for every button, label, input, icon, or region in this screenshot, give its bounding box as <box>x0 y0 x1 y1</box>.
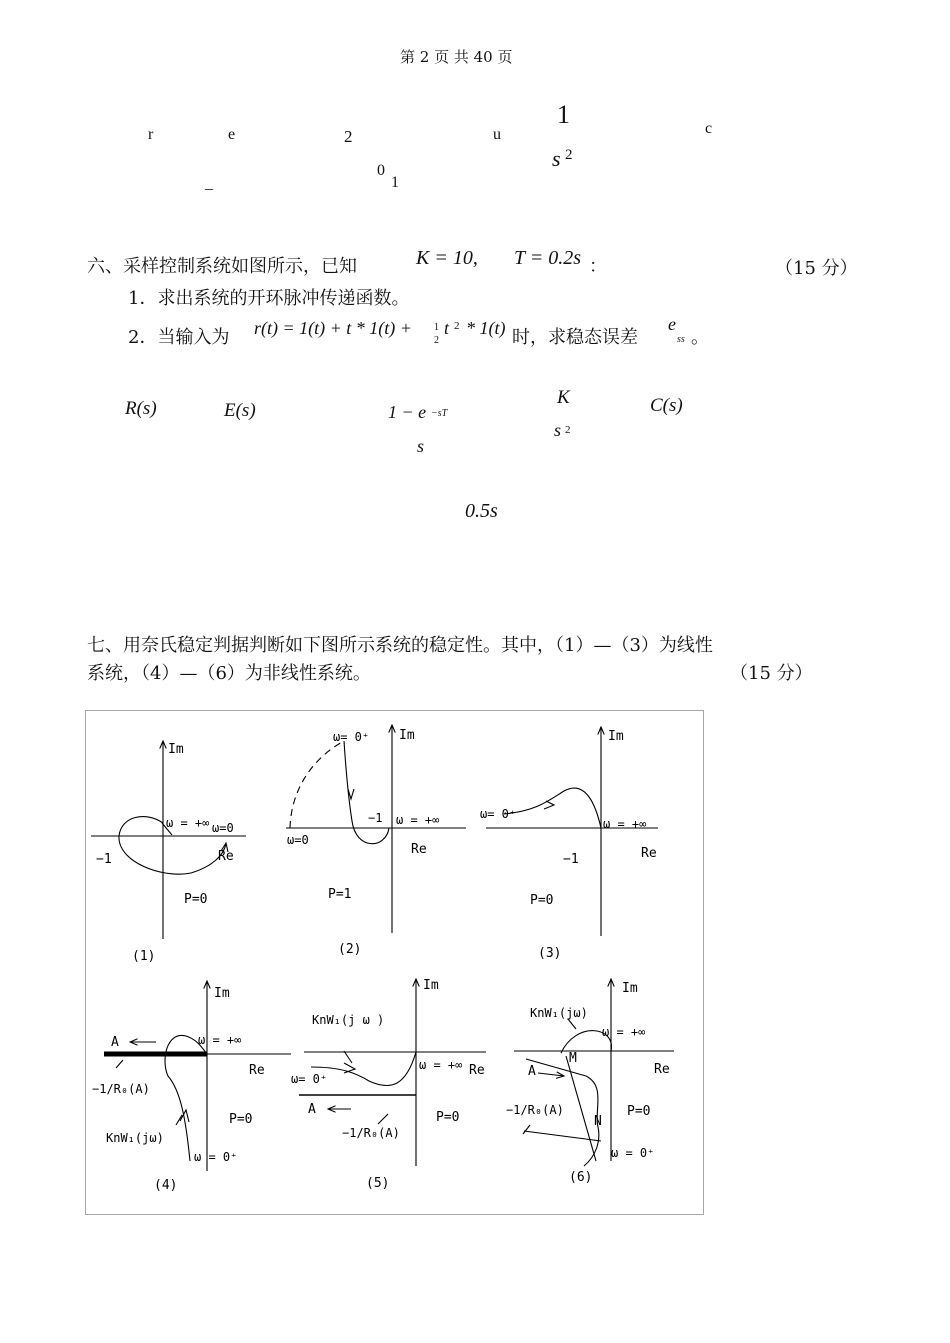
plot3-w-inf: ω = +∞ <box>603 817 647 831</box>
q6-input-formula-b: t <box>444 318 450 338</box>
feedback-block: 0.5s <box>465 500 498 522</box>
q6-item-2-suffix: 时，求稳态误差 <box>512 327 638 348</box>
zoh-numerator-exp: −sT <box>431 408 448 419</box>
q6-input-formula-a: r(t) = 1(t) + t * 1(t) + <box>254 318 412 338</box>
plot-1 <box>91 741 246 939</box>
nyquist-svg <box>86 711 705 1216</box>
plot3-caption: (3) <box>538 946 562 961</box>
plot2-caption: (2) <box>338 942 362 957</box>
q6-period: 。 <box>691 327 709 348</box>
plot3-minus-one: −1 <box>563 852 579 867</box>
q6-colon: ： <box>589 256 607 277</box>
plot1-p: P=0 <box>184 892 208 907</box>
plot6-im-label: Im <box>622 981 638 996</box>
q6-frac-den: 2 <box>434 335 439 346</box>
plot6-neg-inv: −1/R₀(A) <box>506 1103 564 1117</box>
plot3-im-label: Im <box>608 729 624 744</box>
plot4-caption: (4) <box>154 1178 178 1193</box>
plot3-re-label: Re <box>641 846 657 861</box>
signal-r: r <box>148 126 154 143</box>
label-one: 1 <box>391 174 399 191</box>
q6-score: （15 分） <box>775 258 858 279</box>
label-zero: 0 <box>377 162 385 179</box>
plot3-p: P=0 <box>530 893 554 908</box>
plot5-re-label: Re <box>469 1063 485 1078</box>
q6-t-value: T = 0.2s <box>514 247 582 269</box>
plot1-w-inf: ω = +∞ <box>166 816 210 830</box>
plot4-knw: KnW₁(jω) <box>106 1131 164 1145</box>
plot5-knw: KnW₁(j ω ) <box>312 1013 385 1027</box>
q6-item-2-prefix: 2．当输入为 <box>128 327 230 348</box>
plot-3 <box>486 727 658 936</box>
plot1-minus-one: −1 <box>96 852 112 867</box>
plot4-neg-inv: −1/R₀(A) <box>92 1082 150 1096</box>
plot6-caption: (6) <box>569 1170 593 1185</box>
plot6-w-zero-plus: ω = 0⁺ <box>611 1146 655 1160</box>
q6-input-exp: 2 <box>454 320 460 332</box>
signal-u: u <box>493 126 501 143</box>
tf-numerator: 1 <box>557 100 570 129</box>
plot2-minus-one: −1 <box>368 811 383 825</box>
plot5-a: A <box>308 1102 316 1117</box>
plot6-a: A <box>528 1064 536 1079</box>
q7-line-1: 七、用奈氏稳定判据判断如下图所示系统的稳定性。其中，（1）—（3）为线性 <box>87 635 713 656</box>
plot6-n: N <box>594 1114 602 1129</box>
nyquist-figure <box>85 710 704 1215</box>
tf-denominator: s <box>552 146 561 171</box>
plot5-im-label: Im <box>423 978 439 993</box>
signal-e: e <box>228 126 236 143</box>
plot-2 <box>286 725 466 933</box>
q7-score: （15 分） <box>730 663 813 684</box>
plot5-w-zero-plus: ω= 0⁺ <box>291 1072 328 1086</box>
plot5-w-inf: ω = +∞ <box>419 1058 463 1072</box>
q6-input-formula-c: * 1(t) <box>466 318 506 338</box>
plot1-re-label: Re <box>218 849 234 864</box>
q6-title: 六、采样控制系统如图所示，已知 <box>87 256 357 277</box>
plot6-knw: KnW₁(jω) <box>530 1006 588 1020</box>
q6-ess-sub: ss <box>677 334 685 345</box>
plant-s-exp: 2 <box>565 424 571 436</box>
signal-c: c <box>705 120 713 137</box>
plot5-caption: (5) <box>366 1176 390 1191</box>
plot6-w-inf: ω = +∞ <box>602 1025 646 1039</box>
plot2-im-label: Im <box>399 728 415 743</box>
plot6-m: M <box>569 1051 577 1066</box>
plot1-w-zero: ω=0 <box>212 821 234 835</box>
q6-ess-e: e <box>668 314 676 334</box>
plot4-re-label: Re <box>249 1063 265 1078</box>
plot2-w-inf: ω = +∞ <box>396 813 440 827</box>
plot2-w-zero-plus: ω= 0⁺ <box>333 730 370 744</box>
plot5-p: P=0 <box>436 1110 460 1125</box>
plant-s: s <box>554 420 562 440</box>
signal-C: C(s) <box>650 395 683 416</box>
zoh-numerator: 1 − e <box>388 402 427 422</box>
plot4-a: A <box>111 1035 119 1050</box>
plot2-w-zero: ω=0 <box>287 833 309 847</box>
page-header: 第 2 页 共 40 页 <box>400 48 513 66</box>
q6-k-value: K = 10, <box>416 247 478 269</box>
plant-K: K <box>557 387 570 408</box>
plot4-im-label: Im <box>214 986 230 1001</box>
plot4-w-inf: ω = +∞ <box>198 1033 242 1047</box>
zoh-denominator: s <box>417 436 425 456</box>
q7-line-2: 系统，（4）—（6）为非线性系统。 <box>87 663 371 684</box>
signal-E: E(s) <box>224 400 256 421</box>
plot6-re-label: Re <box>654 1062 670 1077</box>
q6-frac-num: 1 <box>434 322 439 333</box>
plot1-caption: (1) <box>132 949 156 964</box>
plot3-w-zero-plus: ω= 0⁺ <box>480 807 517 821</box>
q6-item-1: 1．求出系统的开环脉冲传递函数。 <box>128 288 410 309</box>
plot1-im-label: Im <box>168 742 184 757</box>
plot2-re-label: Re <box>411 842 427 857</box>
minus-sign: _ <box>205 175 213 192</box>
signal-R: R(s) <box>125 398 157 419</box>
plot4-w-zero-plus: ω = 0⁺ <box>194 1150 238 1164</box>
plot2-p: P=1 <box>328 887 352 902</box>
plot4-p: P=0 <box>229 1112 253 1127</box>
plot5-neg-inv: −1/R₀(A) <box>342 1126 400 1140</box>
tf-denominator-exp: 2 <box>565 147 573 163</box>
gain-2: 2 <box>344 127 353 146</box>
plot6-p: P=0 <box>627 1104 651 1119</box>
